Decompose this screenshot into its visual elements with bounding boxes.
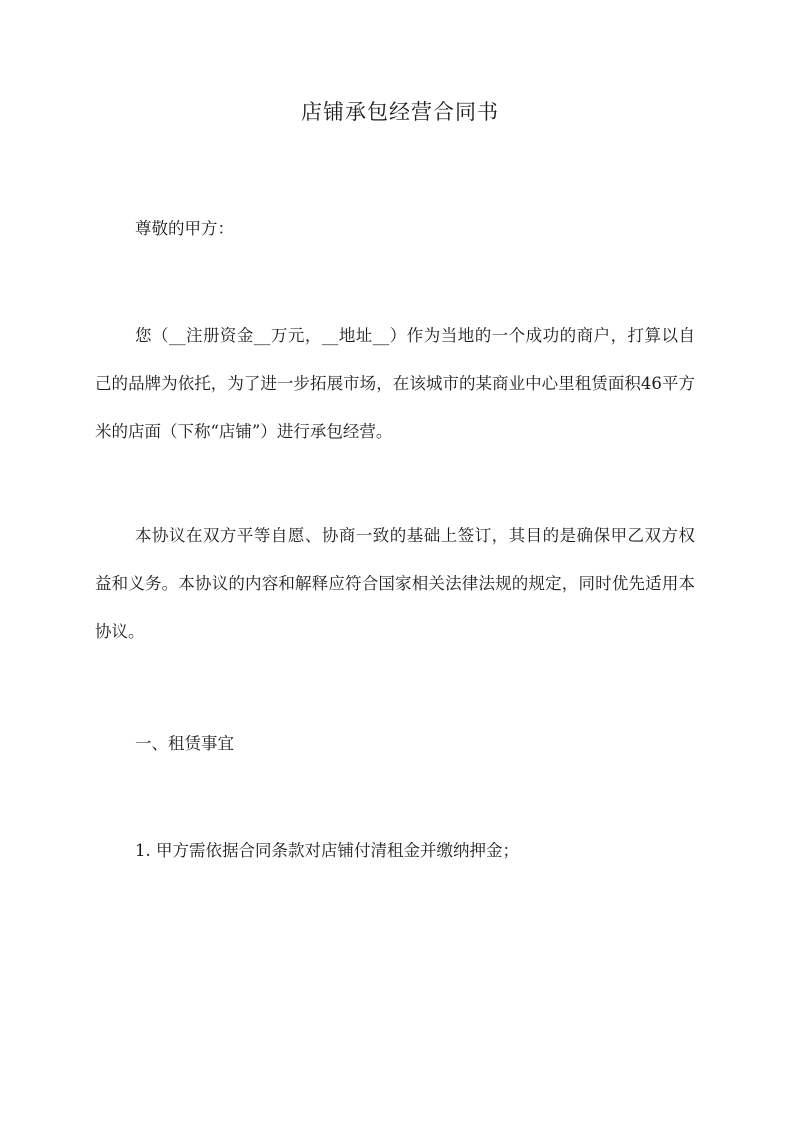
- agreement-paragraph: 本协议在双方平等自愿、协商一致的基础上签订，其目的是确保甲乙双方权益和义务。本协议的内容和解释应符合国家相关法律法规的规定，同时优先适用本协议。: [95, 526, 695, 641]
- document-title: 店铺承包经营合同书: [301, 100, 499, 124]
- intro-paragraph: 您（__注册资金__万元，__地址__）作为当地的一个成功的商户，打算以自己的品牌为依托，为了进一步拓展市场，在该城市的某商业中心里租赁面积46平方米的店面（下称“店铺”）进行承包经营。: [95, 326, 695, 441]
- lease-clause-1: 1. 甲方需依据合同条款对店铺付清租金并缴纳押金；: [135, 841, 519, 860]
- section-heading-lease: 一、租赁事宜: [135, 734, 234, 753]
- greeting-paragraph: 尊敬的甲方：: [135, 219, 234, 238]
